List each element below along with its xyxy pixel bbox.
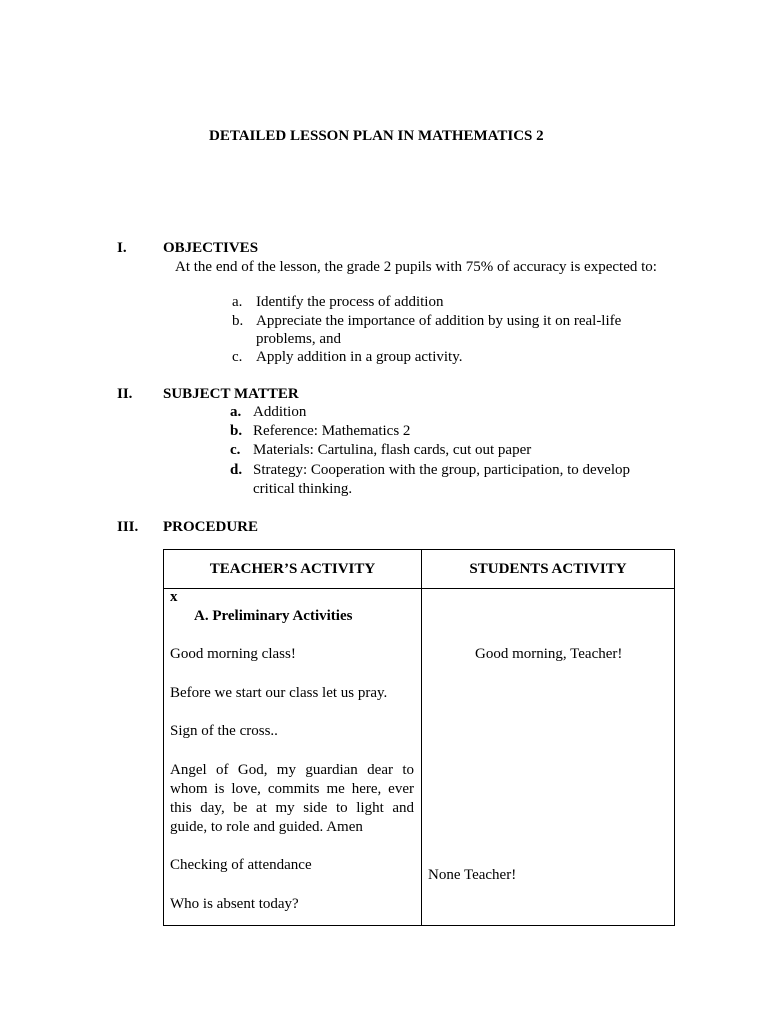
teacher-activity-cell — [164, 589, 422, 926]
student-line: Good morning, Teacher! — [475, 646, 623, 662]
subject-marker: a. — [230, 404, 242, 420]
student-line: None Teacher! — [428, 867, 517, 883]
section-numeral-objectives: I. — [117, 240, 127, 256]
teacher-line: Good morning class! — [170, 646, 296, 662]
students-activity-cell — [422, 589, 675, 926]
subject-item-continuation: critical thinking. — [253, 481, 353, 497]
objective-item: Identify the process of addition — [256, 294, 444, 310]
subject-item: Materials: Cartulina, flash cards, cut out paper — [253, 442, 532, 458]
table-header-row — [164, 550, 675, 589]
teacher-line: Before we start our class let us pray. — [170, 685, 388, 701]
stray-mark: x — [170, 589, 178, 605]
procedure-table — [163, 549, 675, 926]
subject-marker: b. — [230, 423, 243, 439]
preliminary-activities-heading: A. Preliminary Activities — [194, 608, 353, 624]
section-numeral-subject-matter: II. — [117, 386, 133, 402]
section-heading-subject-matter: SUBJECT MATTER — [163, 386, 299, 402]
objective-marker: a. — [232, 294, 243, 310]
subject-marker: d. — [230, 462, 243, 478]
objectives-intro: At the end of the lesson, the grade 2 pupils with 75% of accuracy is expected to: — [175, 259, 657, 275]
students-activity-header: STUDENTS ACTIVITY — [422, 550, 675, 589]
subject-marker: c. — [230, 442, 241, 458]
teacher-line: Checking of attendance — [170, 857, 312, 873]
objective-marker: b. — [232, 313, 244, 329]
subject-item: Strategy: Cooperation with the group, participation, to develop — [253, 462, 630, 478]
teacher-line: Who is absent today? — [170, 896, 299, 912]
subject-item: Addition — [253, 404, 307, 420]
section-heading-procedure: PROCEDURE — [163, 519, 259, 535]
objective-item: Apply addition in a group activity. — [256, 349, 463, 365]
objective-marker: c. — [232, 349, 243, 365]
objective-item: Appreciate the importance of addition by using it on real-life — [256, 313, 622, 329]
document-title: DETAILED LESSON PLAN IN MATHEMATICS 2 — [209, 128, 544, 144]
teacher-activity-header: TEACHER’S ACTIVITY — [164, 550, 422, 589]
teacher-line: Sign of the cross.. — [170, 723, 278, 739]
prayer-paragraph: Angel of God, my guardian dear to whom is love, commits me here, ever this day, be at my side to light and guide, to role and guided. Amen — [170, 762, 414, 835]
table-row — [164, 589, 675, 926]
subject-item: Reference: Mathematics 2 — [253, 423, 411, 439]
section-numeral-procedure: III. — [117, 519, 139, 535]
section-heading-objectives: OBJECTIVES — [163, 240, 259, 256]
objective-item-continuation: problems, and — [256, 331, 341, 347]
